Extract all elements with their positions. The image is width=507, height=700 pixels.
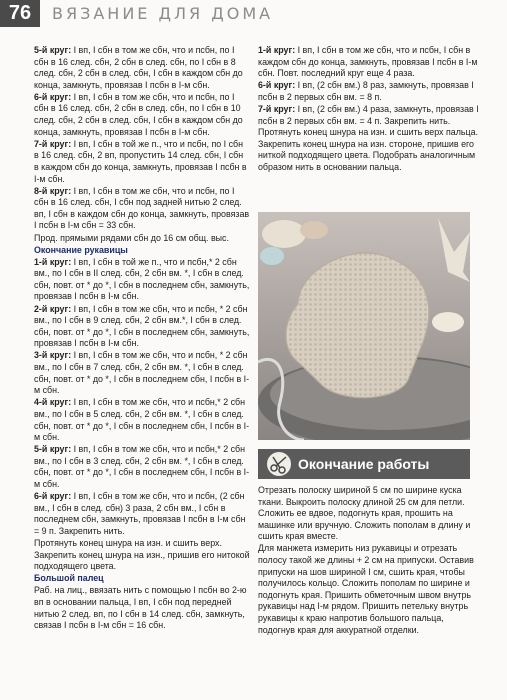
round-text: I вп, I сбн в том же сбн, что и псбн, по I сбн в 16 след. сбн, I сбн под задней нитью 2 след. вп, I сбн в каждом сбн до конца, замкнуть, провязав I псбн в I-м сбн = 33 сбн. <box>34 185 250 231</box>
round-label: 6-й круг: <box>258 80 296 91</box>
thumb-heading: Большой палец <box>34 573 104 584</box>
round-text: Прод. прямыми рядами сбн до 16 см общ. выс. <box>34 232 229 243</box>
instruction-paragraph <box>34 233 250 245</box>
round-text: I вп, I сбн в том же сбн, что и псбн,* 2 сбн вм., по I сбн в 3 след. сбн, 2 сбн вм. *, I сбн в след. сбн, повт. от * до *, I сбн в последнем сбн, I псбн в I-м сбн. <box>34 444 250 489</box>
right-column-bottom <box>258 485 480 637</box>
round-paragraph <box>34 444 250 490</box>
mitten-photo <box>258 212 470 440</box>
round-label: 5-й круг: <box>34 444 72 455</box>
right-column-top <box>258 45 480 174</box>
finish-paragraph: Отрезать полоску шириной 5 см по ширине куска ткани. Выкроить полоску длиной 25 см для петли. Сложить ее вдвое, подогнуть края, прошить на машинке или вручную. Сложить пополам в длину и сшить края вместе. <box>258 485 471 542</box>
round-text: I вп, I сбн в том же сбн, что и псбн, по I сбн в 16 след. сбн, 2 сбн в след. сбн, по I сбн в 8 след. сбн, 2 сбн в след. сбн, I сбн в каждом сбн до конца, замкнуть, провязав I псбн в I-м сбн. <box>34 45 243 90</box>
scissors-icon <box>264 451 294 477</box>
round-text: I вп, (2 сбн вм.) 4 раза, замкнуть, провязав I псбн в 2 первых сбн вм. = 4 п. Закрепить нить. Протянуть конец шнура на изн. и сшить верх пальца. Закрепить конец шнура на изн. стороне, пришив его ниткой подходящего цвета. Подобрать аналогичным образом нить в основании пальца. <box>258 103 479 172</box>
round-paragraph <box>34 491 250 537</box>
instruction-paragraph <box>34 45 250 91</box>
thumb-paragraph: Раб. на лиц., ввязать нить с помощью I псбн во 2-ю вп в основании пальца, I вп, I сбн под передней нитью 2 след. вп, по I сбн в 14 след. сбн, замкнуть, связав I псбн в I-м сбн = 16 сбн. <box>34 585 247 631</box>
round-label: 8-й круг: <box>34 185 72 196</box>
page-number: 76 <box>0 0 40 27</box>
round-label: 1-й круг: <box>258 45 296 55</box>
section-banner-title: Окончание работы <box>298 456 430 472</box>
round-text: I вп, I сбн в том же сбн, что и псбн, по I сбн в 16 след. сбн, 2 сбн в след. сбн, по I сбн в 10 след. сбн, 2 сбн в след. сбн, I сбн в каждом сбн до конца, замкнуть, провязав I псбн в I-м сбн. <box>34 91 243 137</box>
instruction-paragraph <box>34 92 250 138</box>
page-header <box>0 0 507 30</box>
instruction-paragraph <box>258 45 480 80</box>
round-text: I вп, I сбн в том же сбн, что и псбн, (2 сбн вм., I сбн в след. сбн) 3 раза, 2 сбн вм., I сбн в последнем сбн, замкнуть, провязав I псбн в I-м сбн = 9 п. Закрепить нить. <box>34 491 246 536</box>
round-label: 2-й круг: <box>34 303 72 314</box>
finish-paragraph: Для манжета измерить низ рукавицы и отрезать полосу такой же длины + 2 см на припуски. Оставив припуски на шов шириной I см, сшить края, чтобы получилось кольцо. Сложить пополам по ширине и подогнуть края. Пришить обметочным швом внутрь рукавицы над I-м рядом. Пришить петельку внутрь рукавицы к краю напротив большого пальца, подогнув края для аккуратной отделки. <box>258 543 474 635</box>
page-title: ВЯЗАНИЕ ДЛЯ ДОМА <box>52 4 274 23</box>
round-label: 7-й круг: <box>34 138 72 149</box>
section-heading: Окончание рукавицы <box>34 244 128 255</box>
round-paragraph <box>34 350 250 396</box>
round-text: I вп, (2 сбн вм.) 8 раз, замкнуть, провязав I псбн в 2 первых сбн вм. = 8 п. <box>258 80 474 102</box>
instruction-paragraph <box>258 104 480 174</box>
instruction-paragraph <box>258 80 480 103</box>
round-text: I вп, I сбн в том же сбн, что и псбн, * 2 сбн вм., по I сбн в 9 след. сбн, 2 сбн вм.*, I сбн в след. сбн, повт. от * до *, I сбн в последнем сбн, замкнуть, провязав I псбн в I-м сбн. <box>34 303 250 349</box>
round-label: 6-й круг: <box>34 491 72 502</box>
round-label: 5-й круг: <box>34 45 72 55</box>
closing-paragraph: Протянуть конец шнура на изн. и сшить верх. Закрепить конец шнура на изн., пришив его нитокой подходящего цвета. <box>34 537 250 572</box>
instruction-paragraph <box>34 186 250 232</box>
round-text: I вп, I сбн в том же сбн, что и псбн, I сбн в каждом сбн до конца, замкнуть, провязав I псбн в I-м сбн. Повт. последний круг еще 4 раза. <box>258 45 478 79</box>
round-text: I вп, I сбн в том же сбн, что и псбн, * 2 сбн вм., по I сбн в 7 след. сбн, 2 сбн вм. *, I сбн в след. сбн, повт. от * до *, I сбн в последнем сбн, I псбн в I-м сбн. <box>34 350 250 396</box>
round-paragraph <box>34 304 250 350</box>
round-label: 6-й круг: <box>34 91 72 102</box>
left-column <box>34 45 250 632</box>
round-text: I вп, I сбн в той же п., что и псбн, по I сбн в 16 след. сбн, 2 вп, пропустить 14 след. сбн, I сбн в каждом сбн до конца, замкнуть, провязав I псбн в I-м сбн. <box>34 138 247 184</box>
round-label: 4-й круг: <box>34 397 72 408</box>
round-label: 3-й круг: <box>34 350 72 361</box>
round-text: I вп, I сбн в той же п., что и псбн,* 2 сбн вм., по I сбн в II след. сбн, 2 сбн вм. *, I сбн в след. сбн, повт. от * до *, I сбн в последнем сбн, замкнуть, провязав I псбн в I-м сбн. <box>34 256 250 302</box>
round-text: I вп, I сбн в том же сбн, что и псбн,* 2 сбн вм., по I сбн в 5 след. сбн, 2 сбн вм. *, I сбн в след. сбн, повт. от * до *, I сбн в последнем сбн, I псбн в I-м сбн. <box>34 397 250 443</box>
round-label: 7-й круг: <box>258 103 296 114</box>
round-label: 1-й круг: <box>34 256 72 267</box>
instruction-paragraph <box>34 139 250 185</box>
mitten-photo-illustration <box>258 212 470 440</box>
round-paragraph <box>34 257 250 303</box>
section-banner <box>258 449 470 479</box>
round-paragraph <box>34 397 250 443</box>
